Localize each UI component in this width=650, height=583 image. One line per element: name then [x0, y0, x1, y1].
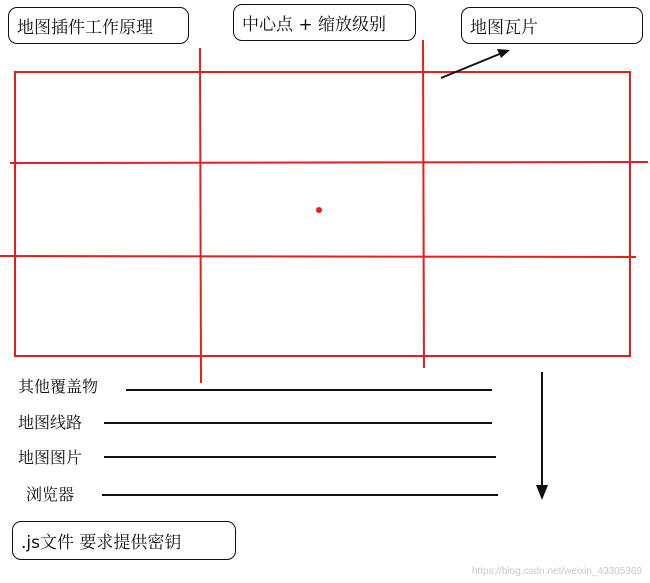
layer-label-images: 地图图片: [18, 448, 83, 467]
layer-label-browser: 浏览器: [26, 485, 75, 504]
map-tile-callout: [461, 7, 643, 44]
grid-line-vertical-2: [423, 40, 424, 368]
stack-arrow-head: [536, 485, 548, 500]
js-file-callout: [12, 521, 236, 560]
source-watermark: https://blog.csdn.net/weixin_43305369: [471, 566, 642, 577]
map-area-outline: [15, 72, 630, 356]
center-point-marker: [316, 207, 322, 213]
title-callout: [8, 7, 189, 44]
js-file-callout-label: .js文件 要求提供密钥: [21, 533, 182, 553]
layer-label-overlays: 其他覆盖物: [18, 377, 99, 396]
center-zoom-callout: [233, 4, 416, 41]
grid-line-horizontal-1: [10, 162, 648, 163]
center-zoom-callout-label: 中心点 + 缩放级别: [242, 15, 387, 35]
grid-line-vertical-1: [200, 48, 201, 383]
map-tile-callout-label: 地图瓦片: [470, 18, 538, 38]
grid-line-horizontal-2: [0, 256, 636, 257]
title-callout-label: 地图插件工作原理: [17, 18, 153, 38]
tile-pointer-arrow: [441, 53, 502, 78]
layer-label-routes: 地图线路: [18, 413, 83, 432]
